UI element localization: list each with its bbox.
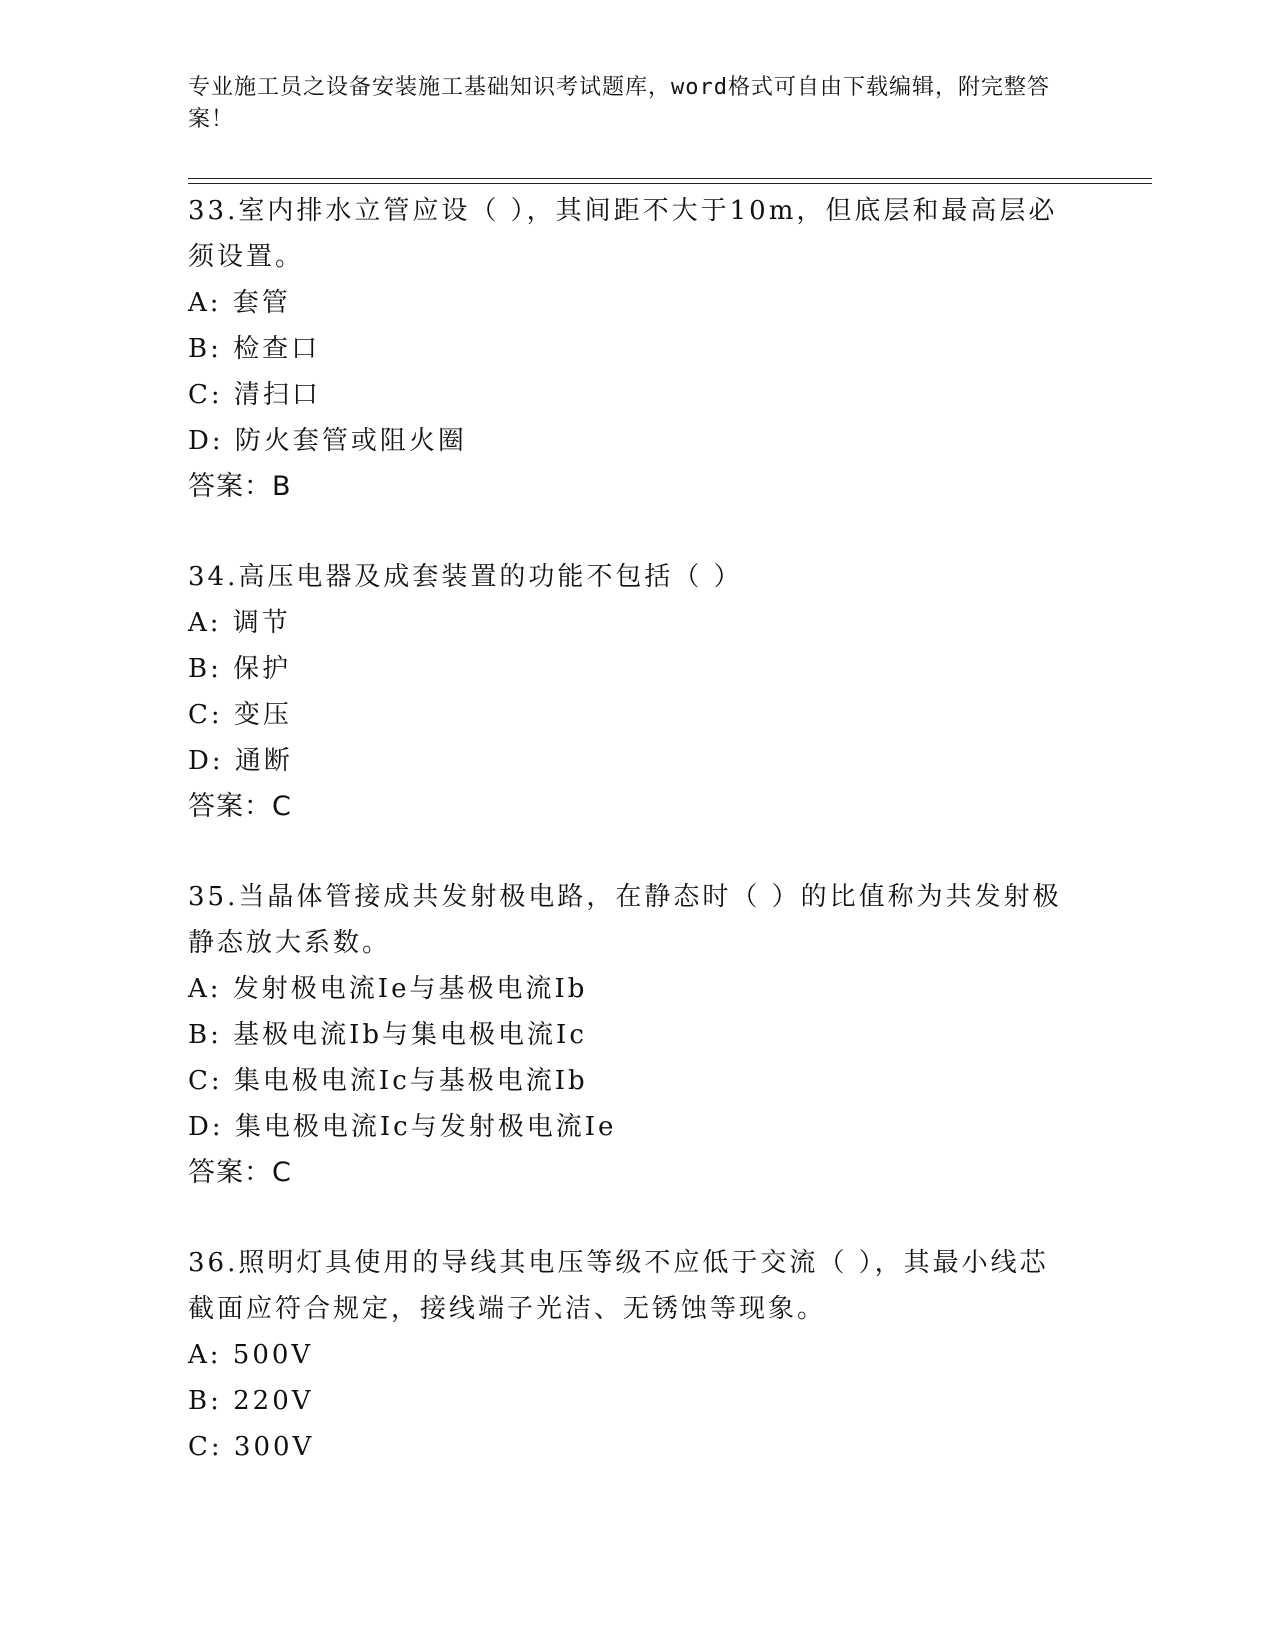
question-36 [188,1240,1088,1470]
question-list [188,188,1088,1514]
option-a: A: 调节 [188,608,291,638]
option-d: D: 防火套管或阻火圈 [188,426,467,456]
question-35 [188,874,1088,1196]
answer-label: 答案：C [188,1157,292,1188]
option-c: C: 300V [188,1432,315,1462]
question-34 [188,554,1088,830]
header-divider-bottom [188,183,1152,184]
question-text: 33.室内排水立管应设（ ），其间距不大于10m，但底层和最高层必须设置。 [188,196,1058,272]
option-a: A: 发射极电流Ie与基极电流Ib [188,974,588,1004]
question-text: 36.照明灯具使用的导线其电压等级不应低于交流（ ），其最小线芯截面应符合规定，接线端子光洁、无锈蚀等现象。 [188,1248,1049,1324]
option-d: D: 集电极电流Ic与发射极电流Ie [188,1112,617,1142]
question-text: 35.当晶体管接成共发射极电路，在静态时（ ）的比值称为共发射极静态放大系数。 [188,882,1062,958]
option-c: C: 变压 [188,700,292,730]
option-b: B: 220V [188,1386,314,1416]
option-b: B: 基极电流Ib与集电极电流Ic [188,1020,587,1050]
option-b: B: 保护 [188,654,292,684]
option-c: C: 清扫口 [188,380,321,410]
option-d: D: 通断 [188,746,293,776]
question-text: 34.高压电器及成套装置的功能不包括（ ） [188,562,743,592]
header-divider-top [188,178,1152,179]
document-header: 专业施工员之设备安装施工基础知识考试题库，word格式可自由下载编辑，附完整答案！ [188,75,1050,132]
answer-label: 答案：C [188,791,292,822]
option-a: A: 套管 [188,288,291,318]
option-b: B: 检查口 [188,334,321,364]
question-33 [188,188,1088,510]
answer-label: 答案：B [188,471,292,502]
option-a: A: 500V [188,1340,314,1370]
option-c: C: 集电极电流Ic与基极电流Ib [188,1066,588,1096]
